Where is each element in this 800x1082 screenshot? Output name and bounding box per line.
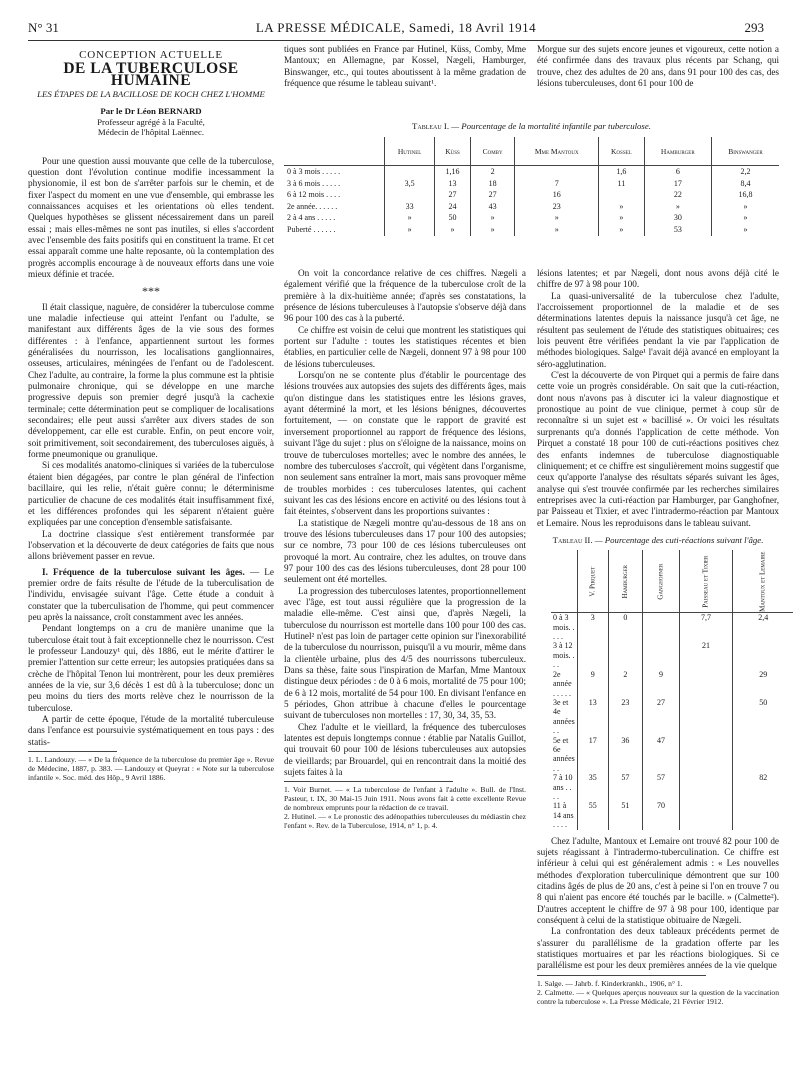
table-cell: 35 [577, 773, 608, 801]
paragraph: Pour une question aussi mouvante que celle de la tuberculose, question dont l'évolution continue modifie incessamment la physionomie, il est bon de s'arrêter parfois sur le chemin, et de fixer l'aspect du moment en une vue d'ensemble, qui embrasse les connaissances acquises et les orientations où elles tendent. Quelques hypothèses se glissent nécessairement dans un pareil essai ; mais elles-mêmes ne sont pas inutiles, si elles s'accordent avec l'ensemble des faits positifs qui en constituent la trame. Et cet essai apparaît comme une halte reposante, où la contemplation des progrès accomplis encourage à de nouveaux efforts dans une voie mieux définie et tracée. [28, 155, 274, 279]
table-cell: » [385, 224, 435, 236]
section-paragraph: I. Fréquence de la tuberculose suivant les âges. — Le premier ordre de faits résulte de l'étude de la tuberculisation de l'individu, envisagée suivant l'âge. Cette étude a conduit à constater que la tuberculisation de l'homme, qui peut commencer peu après la naissance, croît constamment avec les années. [28, 566, 274, 622]
paragraph: tiques sont publiées en France par Hutinel, Küss, Comby, Mme Mantoux; en Allemagne, par Kossel, Nægeli, Hamburger, Binswanger, etc., qui toutes aboutissent à la même gradation de fréquence que résume le tableau suivant¹. [284, 44, 526, 89]
table-cell: 16,8 [711, 189, 779, 201]
table-cell: » [599, 224, 645, 236]
table-cell [679, 801, 732, 829]
table-cell: » [470, 224, 515, 236]
row-label: 11 à 14 ans . . . . [553, 801, 574, 830]
article-kicker: CONCEPTION ACTUELLE [79, 49, 223, 61]
table-cell: 11 [599, 178, 645, 190]
table-cell: 9 [577, 670, 608, 698]
table-cell: 18 [470, 178, 515, 190]
table-cell: » [711, 201, 779, 213]
table-cell: 50 [733, 698, 794, 736]
footnote: 1. Voir Burnet. — « La tuberculose de l'enfant à l'adulte ». Bull. de l'Inst. Pasteur, t. IX, 30 Mai-15 Juin 1911. Nous avons fait à cette excellente Revue de nombreux emprunts pour la rédaction de ce travail. [284, 785, 526, 813]
page-header [28, 18, 764, 41]
header-label: V. Pirquet [588, 566, 597, 597]
paragraph: La statistique de Nægeli montre qu'au-dessous de 18 ans on trouve des lésions tuberculeuses dans 17 pour 100 des autopsies; sur ce nombre, 73 pour 100 de ces lésions tuberculeuses ont provoqué la mort. Au contraire, chez les adultes, on trouve dans 97 pour 100 des cas des lésions tuberculeuses, dont 28 pour 100 seulement ont été mortelles. [284, 517, 526, 585]
table-cell [608, 641, 642, 669]
journal-title: LA PRESSE MÉDICALE, Samedi, 18 Avril 1914 [255, 20, 537, 35]
footnote: 1. L. Landouzy. — « De la fréquence de la tuberculose du premier âge ». Revue de Médecine, 1887, p. 383. — Landouzy et Queyrat : « Note sur la tuberculose infantile ». Soc. méd. des Hôp., 9 Avril 1886. [28, 755, 274, 783]
table-cell: 47 [643, 736, 680, 774]
table-cell: 43 [470, 201, 515, 213]
paragraph: Il était classique, naguère, de considérer la tuberculose comme une maladie infectieuse qui atteint l'enfant ou l'adulte, se manifestant aux différents âges de la vie sous des formes différentes : à l'enfance, appartiennent surtout les formes généralisées du nourrisson, les localisations ganglionnaires, osseuses, articulaires, méningées de l'enfant ou de l'adolescent. Chez l'adulte, au contraire, la forme la plus commune est la phtisie pulmonaire chronique, qui se développe en une marche progressive depuis son premier degré jusqu'à la cachexie terminale; cette détermination peut se compliquer de localisations secondaires; elle peut aussi s'arrêter aux divers stades de son développement, car elle est curable. Enfin, on peut encore voir, soit primitivement, soit secondairement, des tuberculoses aiguës, à forme pneumonique ou granulique. [28, 301, 274, 460]
issue-number: N° 31 [28, 20, 59, 35]
table-cell: » [599, 212, 645, 224]
row-label: 7 à 10 ans . . . . [553, 773, 573, 801]
table-row [551, 736, 793, 774]
table-cell: 2 [470, 166, 515, 178]
table-cell [643, 641, 680, 669]
table-cell: » [711, 212, 779, 224]
table-cell [733, 641, 794, 669]
paragraph: Morgue sur des sujets encore jeunes et vigoureux, cette notion a été confirmée dans des travaux plus récents par Schang, qui trouve, chez des adultes de 20 ans, dans 91 pour 100 des cas, des lésions tuberculeuses, dont 61 pour 100 de [537, 44, 779, 89]
table-2-header [643, 550, 680, 613]
paragraph: Si ces modalités anatomo-cliniques si variées de la tuberculose étaient bien dégagées, par contre le plan général de l'infection bacillaire, qui les relie, n'était guère connu; le déterminisme particulier de chacune de ces modalités était insuffisamment fixé, et les différences profondes qui les séparent n'étaient guère expliquées par une conception d'ensemble satisfaisante. [28, 460, 274, 528]
column-2-top [284, 44, 526, 89]
table-1-block [284, 121, 779, 240]
table-1-header: Kossel [599, 137, 645, 166]
table-2-header [733, 550, 794, 613]
table-cell [733, 736, 794, 774]
section-separator: *** [142, 284, 160, 299]
table-row [551, 698, 793, 736]
table-cell: 1,6 [599, 166, 645, 178]
table-cell [643, 613, 680, 642]
table-cell: » [515, 224, 599, 236]
table-cell: 33 [385, 201, 435, 213]
table-1-header: Hamburger [644, 137, 711, 166]
table-cell [679, 773, 732, 801]
footnote: 2. Calmette. — « Quelques aperçus nouveaux sur la question de la vaccination contre la tuberculose ». La Presse Médicale, 21 Février 1912. [537, 987, 779, 1006]
table-row [284, 178, 779, 190]
table-row [551, 641, 793, 669]
table-cell: » [470, 212, 515, 224]
table-cell: 23 [608, 698, 642, 736]
table-cell: 53 [644, 224, 711, 236]
header-label: Mantoux et Lemaire [758, 551, 767, 612]
row-label: 0 à 3 mois. . . . . [553, 613, 575, 642]
row-label: 3e et 4e années . . [553, 697, 575, 736]
table-cell [599, 189, 645, 201]
header-label: Ganghofner [656, 563, 665, 600]
table-cell: 13 [577, 698, 608, 736]
row-label: 2e année . . . . . [553, 669, 572, 698]
table-cell: 57 [643, 773, 680, 801]
table-cell: 2,4 [733, 613, 794, 642]
author-affiliation: Professeur agrégé à la Faculté, [97, 116, 205, 127]
paragraph: La confrontation des deux tableaux précédents permet de s'assurer du parallélisme de la gradation offerte par les statistiques mortuaires et par les réactions biologiques. Si ce parallélisme est pour les deux premières années de la vie quelque [537, 926, 779, 971]
table-cell: 27 [643, 698, 680, 736]
header-label: Paisseau et Tixier [701, 555, 710, 608]
paragraph: On voit la concordance relative de ces chiffres. Nægeli a également vérifié que la fréquence de la tuberculose croît de la première à la dix-huitième année; d'après ses constatations, la présence de lésions tuberculeuses à l'autopsie s'observe déjà dans 96 pour 100 des cas à la puberté. [284, 268, 526, 324]
table-cell: 16 [515, 189, 599, 201]
footnote: 1. Salge. — Jahrb. f. Kinderkrankh., 1906, n° 1. [537, 978, 683, 988]
table-row [551, 773, 793, 801]
author-name: Par le Dr Léon BERNARD [100, 106, 202, 117]
table-cell: 17 [644, 178, 711, 190]
table-row [284, 212, 779, 224]
table-cell: 2,2 [711, 166, 779, 178]
column-3-top [537, 44, 779, 89]
table-cell: 13 [435, 178, 471, 190]
table-cell: 7,7 [679, 613, 732, 642]
table-row [551, 613, 793, 642]
table-cell: 55 [577, 801, 608, 829]
row-label: 3 à 6 mois . . . . . [287, 178, 341, 188]
column-1 [28, 44, 274, 782]
table-cell [733, 801, 794, 829]
table-cell: 3 [577, 613, 608, 642]
paragraph: lésions latentes; et par Nægeli, dont nous avons déjà cité le chiffre de 97 à 98 pour 100. [537, 268, 779, 290]
table-1-caption: Tableau I. — Pourcentage de la mortalité infantile par tuberculose. [412, 121, 651, 131]
table-cell: » [515, 212, 599, 224]
paragraph: A partir de cette époque, l'étude de la mortalité tuberculeuse dans l'enfance est poursuivie systématiquement en tous pays : des statis- [28, 714, 274, 747]
table-2-caption: Tableau II. — Pourcentage des cuti-réactions suivant l'âge. [552, 534, 764, 545]
table-2-header [608, 550, 642, 613]
table-cell: 70 [643, 801, 680, 829]
paragraph: La progression des tuberculoses latentes, proportionnellement avec l'âge, est tout aussi régulière que la progression de la maladie elle-même. C'est ainsi que, d'après Nægeli, la tuberculose du nourrisson est mortelle dans 100 pour 100 des cas. Hutinel² n'est pas loin de partager cette opinion sur l'inexorabilité de la tuberculose du nourrisson, puisqu'il a vu mourir, même dans la clientèle urbaine, plus des 4/5 des nourrissons tuberculeux. Dans sa thèse, faite sous l'inspiration de Marfan, Mme Mantoux distingue deux périodes : de 0 à 6 mois, mortalité de 75 pour 100; de 6 à 12 mois, mortalité de 54 pour 100. En divisant l'enfance en 5 périodes, Ghon attribue à chacune d'elles le pourcentage suivant de tuberculoses non mortelles : 17, 30, 34, 35, 53. [284, 585, 526, 721]
row-label: Puberté . . . . . . [287, 224, 336, 234]
paragraph: La doctrine classique s'est entièrement transformée par l'observation et la découverte de deux catégories de faits que nous allons brièvement passer en revue. [28, 528, 274, 562]
table-cell: 7 [515, 178, 599, 190]
table-2 [551, 550, 793, 829]
paragraph: Chez l'adulte, Mantoux et Lemaire ont trouvé 82 pour 100 de sujets réagissant à l'intradermo-tuberculination. Ce chiffre est inférieur à celui qui est généralement admis : « Les nouvelles méthodes d'exploration tuberculinique démontrent que sur 100 citadins âgés de plus de 20 ans, c'est à peine si l'on en trouve 7 ou 8 qui n'aient pas encore été touchés par le bacille. » (Calmette²). D'autres acceptent le chiffre de 97 à 98 pour 100, identique par conséquent à celui de la statistique obituaire de Nægeli. [537, 835, 779, 925]
paragraph: La quasi-universalité de la tuberculose chez l'adulte, l'accroissement proportionnel de la maladie et de ses déterminations latentes depuis la naissance jusqu'à cet âge, ne résultent pas seulement de l'étude des statistiques obituaires; ces lois peuvent être vérifiées pendant la vie par l'application de méthodes biologiques. Salge¹ l'avait déjà avancé en employant la séro-agglutination. [537, 290, 779, 369]
table-cell: 23 [515, 201, 599, 213]
paragraph: Pendant longtemps on a cru de manière unanime que la tuberculose était tout à fait exceptionnelle chez le nourrisson. C'est le professeur Landouzy¹ qui, dès 1886, eut le mérite d'attirer le premier l'attention sur cette erreur; les autopsies pratiquées dans sa crèche de l'hôpital Tenon lui montrèrent, pour les deux premières années de la vie, sur 3,6 décès 1 est dû à la tuberculose; donc un peu moins du tiers des morts relève chez le nourrisson de la tuberculose. [28, 623, 274, 713]
table-cell: 30 [644, 212, 711, 224]
table-cell: 51 [608, 801, 642, 829]
table-cell [385, 166, 435, 178]
article-author [28, 106, 274, 138]
table-cell [679, 698, 732, 736]
table-row [284, 189, 779, 201]
table-2-header [679, 550, 732, 613]
table-cell: 27 [470, 189, 515, 201]
table-cell: 57 [608, 773, 642, 801]
table-cell: 1,16 [435, 166, 471, 178]
table-row [551, 801, 793, 829]
table-cell: 21 [679, 641, 732, 669]
footnote-rule [537, 975, 706, 976]
table-cell: » [385, 212, 435, 224]
table-row [284, 224, 779, 236]
table-cell: » [435, 224, 471, 236]
table-2-header [577, 550, 608, 613]
table-1-header: Küss [435, 137, 471, 166]
table-cell: 17 [577, 736, 608, 774]
table-1 [284, 137, 779, 236]
footnote: 2. Hutinel. — « Le pronostic des adénopathies tuberculeuses du médiastin chez l'enfant ». Rev. de la Tuberculose, 1914, n° 1, p. 4. [284, 812, 526, 831]
article-title: DE LA TUBERCULOSE HUMAINE [63, 60, 239, 89]
author-hospital: Médecin de l'hôpital Laënnec. [97, 127, 205, 138]
table-cell: 82 [733, 773, 794, 801]
table-cell [679, 736, 732, 774]
row-label: 2e année. . . . . . [287, 201, 338, 211]
table-cell: 24 [435, 201, 471, 213]
table-row [284, 166, 779, 178]
row-label: 3 à 12 mois. . . . [553, 641, 575, 670]
table-cell: 22 [644, 189, 711, 201]
table-row [551, 670, 793, 698]
table-1-header: Comby [470, 137, 515, 166]
paragraph: Ce chiffre est voisin de celui que montrent les statistiques qui portent sur l'adulte : toutes les statistiques récentes et bien établies, en particulier celle de Nægeli, donnent 97 à 98 pour 100 de lésions tuberculeuses. [284, 324, 526, 369]
table-1-header: Hutinel [385, 137, 435, 166]
column-3 [537, 268, 779, 1006]
table-cell: » [644, 201, 711, 213]
table-1-header: Mme Mantoux [515, 137, 599, 166]
paragraph: C'est la découverte de von Pirquet qui a permis de faire dans cette voie un progrès considérable. On sait que la cuti-réaction, dont nous n'avons pas à discuter ici la valeur diagnostique et pronostique au point de vue clinique, permet à coup sûr de reconnaître si un sujet est « bacillisé ». Or voici les résultats surprenants qu'a donnés l'application de cette méthode. Von Pirquet a constaté 18 pour 100 de cuti-réactions positives chez des enfants indemnes de tuberculose diagnostiquable cliniquement; et ce chiffre est singulièrement moins suggestif que ceux qu'apporte l'analyse des résultats séparés suivant les âges, analyse qui s'est trouvée confirmée par les recherches similaires entreprises avec la cuti-réaction par Hamburger, par Ganghofner, par Paisseau et Tixier, et avec l'intradermo-réaction par Mantoux et Lemaire. Nous les reproduisons dans le tableau suivant. [537, 370, 779, 528]
table-cell: 0 [608, 613, 642, 642]
table-cell: 6 [644, 166, 711, 178]
section-heading: I. Fréquence de la tuberculose suivant les âges. [42, 566, 245, 577]
row-label: 5e et 6e années . . [553, 735, 575, 773]
row-label: 6 à 12 mois . . . . [287, 190, 341, 200]
table-cell: 27 [435, 189, 471, 201]
table-cell [515, 166, 599, 178]
table-row [284, 201, 779, 213]
table-cell: 36 [608, 736, 642, 774]
table-cell [679, 670, 732, 698]
table-cell: 8,4 [711, 178, 779, 190]
article-subtitle: LES ÉTAPES DE LA BACILLOSE DE KOCH CHEZ L'HOMME [37, 89, 265, 100]
table-cell: 50 [435, 212, 471, 224]
row-label: 0 à 3 mois . . . . . [287, 167, 341, 176]
table-cell: 9 [643, 670, 680, 698]
table-cell [385, 189, 435, 201]
table-cell: 3,5 [385, 178, 435, 190]
table-1-header: Binswanger [711, 137, 779, 166]
table-cell: » [711, 224, 779, 236]
table-cell: 29 [733, 670, 794, 698]
paragraph: Lorsqu'on ne se contente plus d'établir le pourcentage des lésions trouvées aux autopsies des sujets des différents âges, mais qu'on distingue dans les statistiques entre les lésions graves, ayant déterminé la mort, et les lésions bénignes, découvertes fortuitement, — on constate que le rapport de gravité est inversement proportionnel au rapport de fréquence des lésions, suivant l'âge du sujet : plus on s'éloigne de la naissance, moins on trouve de tuberculoses mortelles; avec le nombre des années, le nombre des tuberculoses s'accroît, qui végètent dans l'organisme, non seulement sans entraîner la mort, mais sans provoquer même de troubles morbides : ces tuberculoses latentes, qui cachent suivant les cas des lésions encore en activité ou des lésions tout à fait éteintes, s'observent dans les proportions suivantes : [284, 370, 526, 517]
footnote-rule [28, 751, 117, 752]
table-cell: 2 [608, 670, 642, 698]
page-number: 293 [744, 20, 764, 35]
row-label: 2 à 4 ans . . . . . [287, 213, 336, 223]
paragraph: Chez l'adulte et le vieillard, la fréquence des tuberculoses latentes est depuis longtemps connue : établie par Natalis Guillot, qui trouvait 60 pour 100 de lésions tuberculeuses aux autopsies de vieillards; par Brouardel, qui en rencontrait dans la moitié des sujets faites à la [284, 721, 526, 778]
footnote-rule [284, 781, 453, 782]
header-label: Hamburger [620, 564, 629, 598]
table-cell [577, 641, 608, 669]
column-2 [284, 268, 526, 830]
table-cell: » [599, 201, 645, 213]
